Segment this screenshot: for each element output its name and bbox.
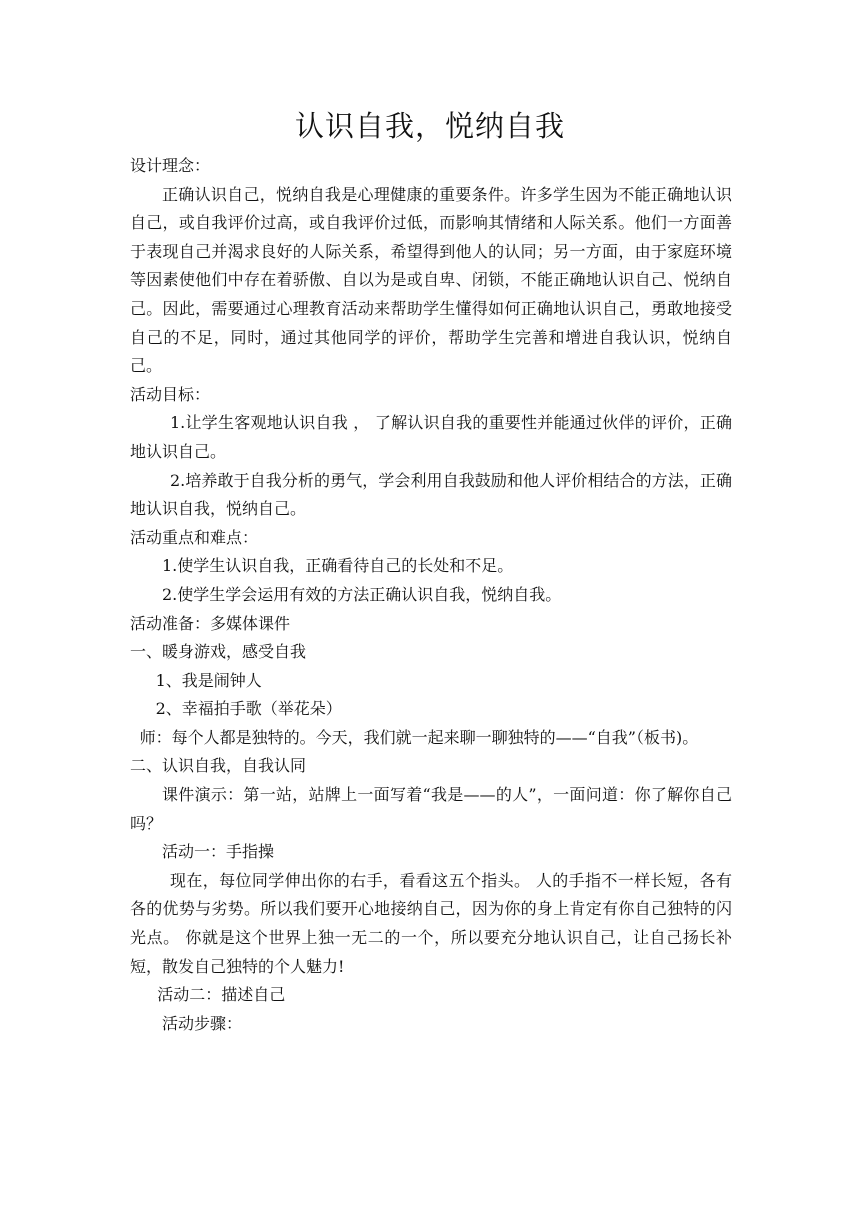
goal-item-2: 2.培养敢于自我分析的勇气，学会利用自我鼓励和他人评价相结合的方法，正确地认识自我，悦纳自己。 <box>130 470 732 519</box>
section1-item-1: 1、我是闹钟人 <box>155 670 262 690</box>
activity1-paragraph: 现在，每位同学伸出你的右手，看看这五个指头。 人的手指不一样长短，各有各的优势与劣势。所以我们要开心地接纳自己，因为你的身上肯定有你自己独特的闪光点。 你就是这个世界上独一无二的一个，所以要充分地认识自己，让自己扬长补短，散发自己独特的个人魅力! <box>130 870 732 976</box>
courseware-paragraph: 课件演示：第一站，站牌上一面写着“我是——的人”，一面问道：你了解你自己吗？ <box>130 785 732 833</box>
activity2-title: 活动二：描述自己 <box>157 985 286 1005</box>
goal-item-1: 1.让学生客观地认识自我 ， 了解认识自我的重要性并能通过伙伴的评价，正确地认识自己。 <box>130 413 732 461</box>
preparation-line: 活动准备：多媒体课件 <box>130 613 291 633</box>
section1-heading: 一、暖身游戏，感受自我 <box>130 642 307 662</box>
activity1-title: 活动一：手指操 <box>162 842 275 862</box>
design-paragraph: 正确认识自己，悦纳自我是心理健康的重要条件。许多学生因为不能正确地认识自己，或自我评价过高，或自我评价过低，而影响其情绪和人际关系。他们一方面善于表现自己并渴求良好的人际关系，希望得到他人的认同；另一方面，由于家庭环境等因素使他们中存在着骄傲、自以为是或自卑、闭锁，不能正确地认识自己、悦纳自己。因此，需要通过心理教育活动来帮助学生懂得如何正确地认识自己，勇敢地接受自己的不足，同时，通过其他同学的评价，帮助学生完善和增进自我认识，悦纳自己。 <box>130 184 732 376</box>
activity-steps-title: 活动步骤： <box>162 1013 243 1033</box>
document-body <box>130 152 732 1038</box>
page-title: 认识自我，悦纳自我 <box>294 109 565 143</box>
key-points-heading: 活动重点和难点： <box>130 527 259 547</box>
section2-heading: 二、认识自我，自我认同 <box>130 756 307 776</box>
key-point-item-2: 2.使学生学会运用有效的方法正确认识自我，悦纳自我。 <box>162 584 562 604</box>
section1-item-2: 2、幸福拍手歌（举花朵） <box>155 699 342 719</box>
key-point-item-1: 1.使学生认识自我，正确看待自己的长处和不足。 <box>162 556 514 576</box>
teacher-speech: 师：每个人都是独特的。今天，我们就一起来聊一聊独特的——“自我”（板书)。 <box>139 727 699 747</box>
goals-heading: 活动目标： <box>130 384 211 404</box>
design-heading: 设计理念： <box>130 156 211 175</box>
